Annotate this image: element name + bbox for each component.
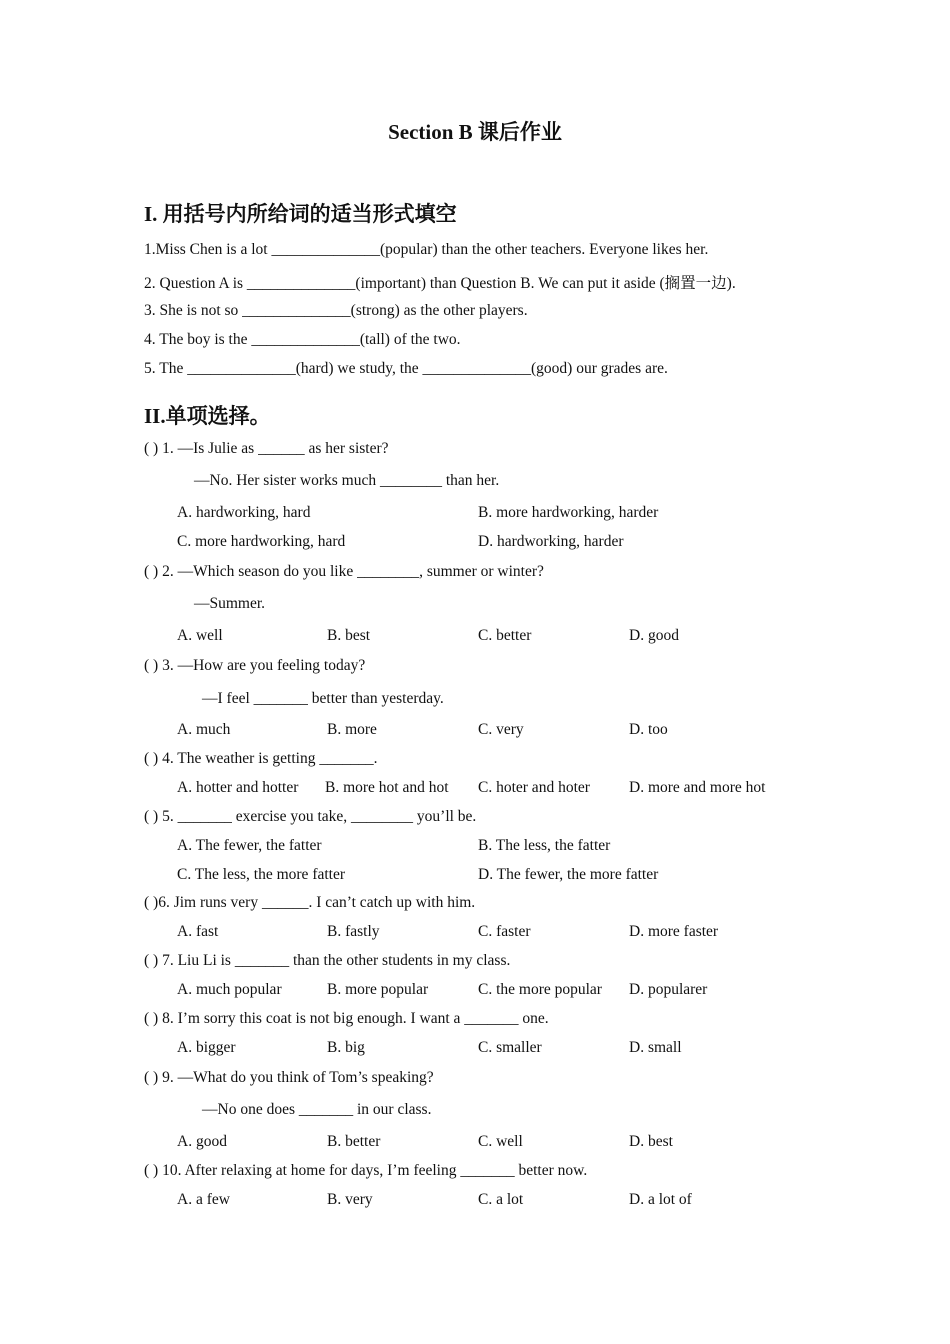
question-stem: ( ) 7. Liu Li is _______ than the other students in my class. — [144, 952, 511, 969]
option-d: D. hardworking, harder — [478, 533, 624, 550]
option-b: B. fastly — [327, 923, 380, 940]
option-c: C. more hardworking, hard — [177, 533, 346, 550]
option-b: B. more popular — [327, 981, 429, 998]
option-d: D. more faster — [629, 923, 719, 940]
option-a: A. fast — [177, 923, 219, 940]
question-stem: ( ) 8. I’m sorry this coat is not big enough. I want a _______ one. — [144, 1010, 549, 1027]
option-d: D. good — [629, 627, 679, 644]
option-a: A. much popular — [177, 981, 282, 998]
question-stem: ( ) 2. —Which season do you like ________, summer or winter? — [144, 563, 544, 580]
option-b: B. big — [327, 1039, 365, 1056]
question-reply: —Summer. — [194, 595, 266, 612]
option-a: A. much — [177, 721, 231, 738]
option-a: A. bigger — [177, 1039, 236, 1056]
option-a: A. a few — [177, 1191, 230, 1208]
question-stem: ( ) 4. The weather is getting _______. — [144, 750, 378, 767]
option-a: A. hotter and hotter — [177, 779, 299, 796]
option-c: C. a lot — [478, 1191, 524, 1208]
option-c: C. well — [478, 1133, 523, 1150]
question-stem: ( ) 1. —Is Julie as ______ as her sister? — [144, 440, 389, 457]
option-c: C. faster — [478, 923, 531, 940]
option-b: B. better — [327, 1133, 381, 1150]
question-stem: ( )6. Jim runs very ______. I can’t catch up with him. — [144, 894, 476, 911]
option-d: D. popularer — [629, 981, 708, 998]
fill-blank-item: 1.Miss Chen is a lot ______________(popular) than the other teachers. Everyone likes her. — [144, 241, 709, 258]
option-c: C. smaller — [478, 1039, 542, 1056]
question-reply: —No. Her sister works much ________ than her. — [194, 472, 500, 489]
option-b: B. very — [327, 1191, 373, 1208]
part1-heading: I. 用括号内所给词的适当形式填空 — [144, 202, 457, 226]
question-stem: ( ) 3. —How are you feeling today? — [144, 657, 366, 674]
option-b: B. more hot and hot — [325, 779, 449, 796]
option-a: A. The fewer, the fatter — [177, 837, 322, 854]
option-c: C. very — [478, 721, 524, 738]
option-a: A. hardworking, hard — [177, 504, 311, 521]
fill-blank-item: 5. The ______________(hard) we study, the ______________(good) our grades are. — [144, 360, 668, 377]
fill-blank-item: 2. Question A is ______________(important) than Question B. We can put it aside (搁置一边). — [144, 275, 736, 292]
option-b: B. more — [327, 721, 377, 738]
question-stem: ( ) 9. —What do you think of Tom’s speaking? — [144, 1069, 434, 1086]
option-a: A. good — [177, 1133, 227, 1150]
option-d: D. a lot of — [629, 1191, 692, 1208]
option-b: B. The less, the fatter — [478, 837, 611, 854]
option-b: B. best — [327, 627, 371, 644]
option-c: C. the more popular — [478, 981, 602, 998]
part2-heading: II.单项选择。 — [144, 404, 271, 428]
question-stem: ( ) 10. After relaxing at home for days, I’m feeling _______ better now. — [144, 1162, 588, 1179]
fill-blank-item: 3. She is not so ______________(strong) as the other players. — [144, 302, 528, 319]
option-a: A. well — [177, 627, 223, 644]
page-title: Section B 课后作业 — [388, 120, 562, 144]
option-d: D. best — [629, 1133, 673, 1150]
question-reply: —No one does _______ in our class. — [202, 1101, 432, 1118]
option-d: D. small — [629, 1039, 682, 1056]
option-d: D. The fewer, the more fatter — [478, 866, 659, 883]
option-c: C. hoter and hoter — [478, 779, 590, 796]
option-b: B. more hardworking, harder — [478, 504, 659, 521]
option-d: D. more and more hot — [629, 779, 766, 796]
option-d: D. too — [629, 721, 668, 738]
question-stem: ( ) 5. _______ exercise you take, ________ you’ll be. — [144, 808, 477, 825]
fill-blank-item: 4. The boy is the ______________(tall) of the two. — [144, 331, 461, 348]
option-c: C. The less, the more fatter — [177, 866, 346, 883]
question-reply: —I feel _______ better than yesterday. — [202, 690, 444, 707]
option-c: C. better — [478, 627, 532, 644]
